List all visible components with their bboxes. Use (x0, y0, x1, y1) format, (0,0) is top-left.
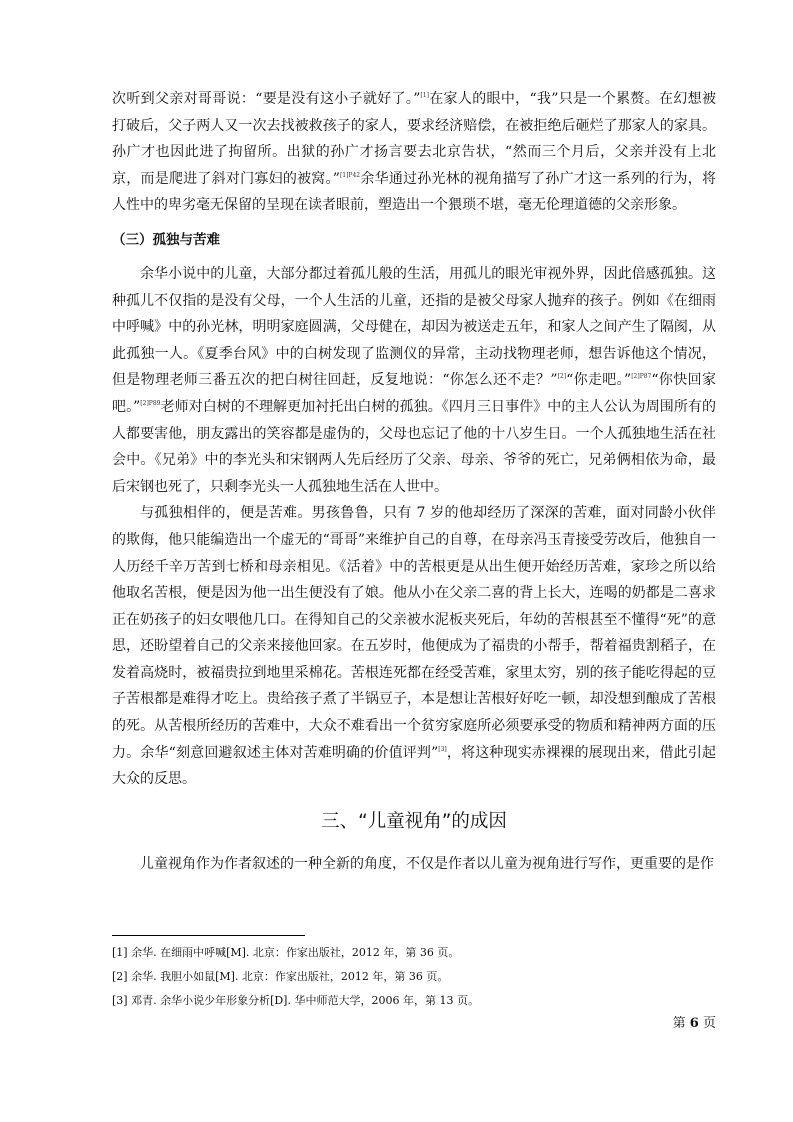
text-run: 与孤独相伴的，便是苦难。男孩鲁鲁，只有 7 岁的他却经历了深深的苦难，面对同龄小伙伴的欺侮，他只能编造出一个虚无的“哥哥”来维护自己的自尊，在母亲冯玉青接受劳改后，他独自一人历经千辛万苦到七桥和母亲相见。《活着》中的苦根更是从出生便开始经历苦难，家珍之所以给他取名苦根，便是因为他一出生便没有了娘。他从小在父亲二喜的背上长大，连喝的奶都是二喜求正在奶孩子的妇女喂他几口。在得知自己的父亲被水泥板夹死后，年幼的苦根甚至不懂得“死”的意思，还盼望着自己的父亲来接他回家。在五岁时，他便成为了福贵的小帮手，帮着福贵割稻子，在发着高烧时，被福贵拉到地里采棉花。苦根连死都在经受苦难，家里太穷，别的孩子能吃得起的豆子苦根都是难得才吃上。贵给孩子煮了半锅豆子，本是想让苦根好好吃一顿，却没想到酿成了苦根的死。从苦根所经历的苦难中，大众不难看出一个贫穷家庭所必须要承受的物质和精神两方面的压力。余华“刻意回避叙述主体对苦难明确的价值评判” (112, 505, 716, 761)
paragraph (112, 261, 716, 500)
paragraph (112, 86, 716, 219)
text-run: “你走吧。” (566, 372, 632, 389)
page-number-value: 6 (689, 1016, 699, 1031)
citation-marker: [2]P87 (631, 373, 652, 381)
section-title: 三、“儿童视角”的成因 (321, 810, 507, 832)
footnotes (112, 941, 716, 1013)
footnote: [1] 余华. 在细雨中呼喊[M]. 北京：作家出版社，2012 年，第 36 页。 (112, 946, 460, 959)
text-run: ，将这种现实赤裸裸的展现出来，借此引起大众的反思。 (112, 744, 716, 788)
citation-marker: [3] (438, 745, 447, 753)
paragraph (112, 851, 716, 878)
footnote: [3] 邓青. 余华小说少年形象分析[D]. 华中师范大学，2006 年，第 13 页。 (112, 994, 479, 1007)
page-body (112, 86, 716, 877)
text-run: 次听到父亲对哥哥说：“要是没有这小子就好了。” (112, 91, 421, 107)
intro-paragraphs (112, 86, 716, 219)
citation-marker: [2] (557, 373, 567, 381)
footnote: [2] 余华. 我胆小如鼠[M]. 北京：作家出版社，2012 年，第 36 页。 (112, 970, 449, 983)
footnote-rule (112, 935, 305, 936)
subheading: （三）孤独与苦难 (112, 231, 220, 248)
paragraph (112, 500, 716, 793)
page-number (673, 1012, 716, 1031)
text-run: “你快回家吧。” (112, 372, 716, 415)
citation-marker: [1] (420, 92, 429, 99)
loneliness-paragraphs (112, 261, 716, 793)
page-number-suffix: 页 (702, 1016, 716, 1031)
citation-marker: [2]P89 (140, 399, 161, 407)
page-number-prefix: 第 (672, 1016, 686, 1031)
section-paragraphs (112, 851, 716, 878)
text-run: 在家人的眼中，“我”只是一个累赘。在幻想被打破后，父子两人又一次去找被救孩子的家人，要求经济赔偿，在被拒绝后砸烂了那家人的家具。孙广才也因此进了拘留所。出狱的孙广才扬言要去北京告状，“然而三个月后，父亲并没有上北京，而是爬进了斜对门寡妇的被窝。” (112, 91, 716, 187)
text-run: 余华通过孙光林的视角描写了孙广才这一系列的行为，将人性中的卑劣毫无保留的呈现在读者眼前，塑造出一个猥琐不堪，毫无伦理道德的父亲形象。 (112, 170, 717, 214)
text-run: 老师对白树的不理解更加衬托出白树的孤独。《四月三日事件》中的主人公认为周围所有的人都要害他，朋友露出的笑容都是虚伪的，父母也忘记了他的十八岁生日。一个人孤独地生活在社会中。《兄弟》中的李光头和宋钢两人先后经历了父亲、母亲、爷爷的死亡，兄弟俩相依为命，最后宋钢也死了，只剩李光头一人孤独地生活在人世中。 (112, 398, 716, 495)
text-run: 余华小说中的儿童，大部分都过着孤儿般的生活，用孤儿的眼光审视外界，因此倍感孤独。这种孤儿不仅指的是没有父母，一个人生活的儿童，还指的是被父母家人抛弃的孩子。例如《在细雨中呼喊》中的孙光林，明明家庭圆满，父母健在，却因为被送走五年，和家人之间产生了隔阂，从此孤独一人。《夏季台风》中的白树发现了监测仪的异常，主动找物理老师，想告诉他这个情况，但是物理老师三番五次的把白树往回赶，反复地说：“你怎么还不走？” (112, 265, 716, 389)
citation-marker: [1]P42 (339, 171, 361, 179)
text-run: 儿童视角作为作者叙述的一种全新的角度，不仅是作者以儿童为视角进行写作，更重要的是作 (140, 855, 714, 872)
